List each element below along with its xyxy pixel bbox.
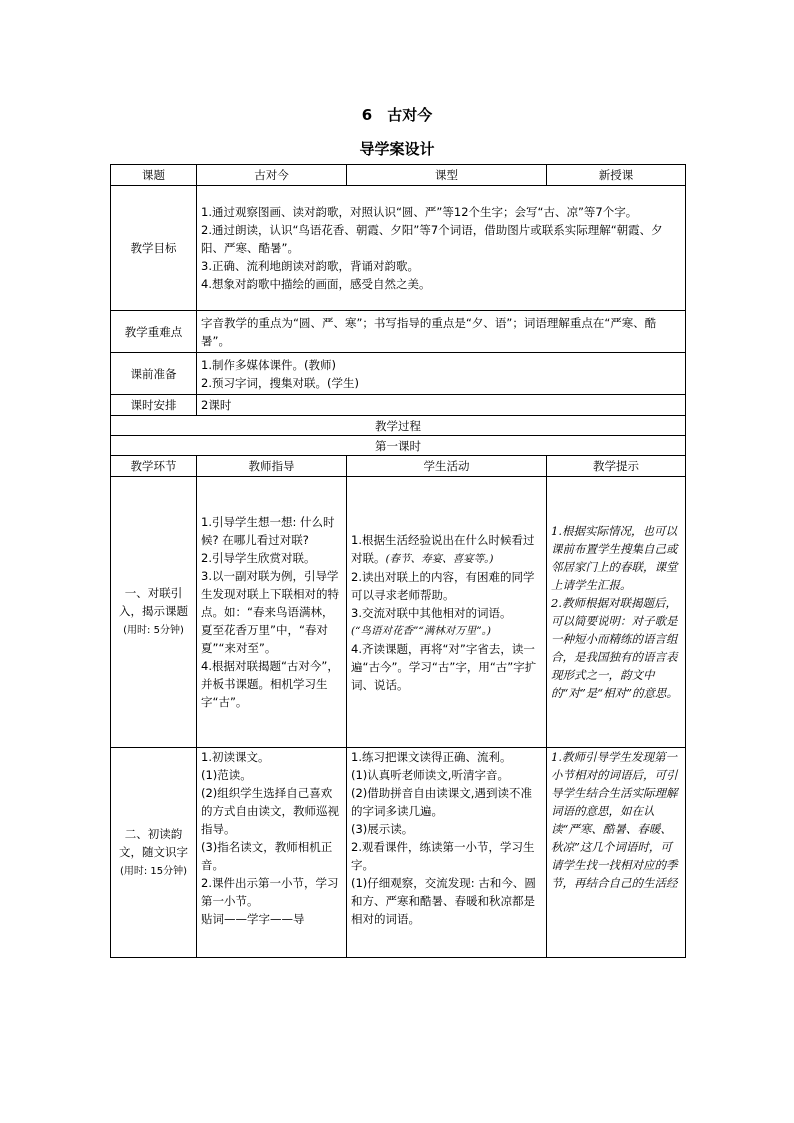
topic-value: 古对今 — [197, 165, 347, 186]
teacher-step: (2)组织学生选择自己喜欢的方式自由读文，教师巡视指导。 — [201, 786, 339, 836]
teacher-step: 2.引导学生欣赏对联。 — [201, 551, 316, 565]
hours-row — [111, 395, 686, 416]
label-key-points: 教学重难点 — [111, 311, 197, 353]
column-header-student: 学生活动 — [347, 456, 547, 477]
goal-item: 3.正确、流利地朗读对韵歌，背诵对韵歌。 — [201, 259, 419, 273]
prep-item: 2.预习字词，搜集对联。(学生) — [201, 375, 359, 390]
lesson-title: 6 古对今 — [361, 106, 433, 124]
process-row — [111, 748, 686, 958]
process-title: 教学过程 — [111, 416, 686, 436]
goal-item: 1.通过观察图画、读对韵歌，对照认识“圆、严”等12个生字；会写“古、凉”等7个字。 — [201, 205, 638, 219]
goals-row — [111, 186, 686, 311]
student-step: 2.读出对联上的内容，有困难的同学可以寻求老师帮助。 — [351, 569, 535, 602]
column-header-teacher: 教师指导 — [197, 456, 347, 477]
student-step: (3)展示读。 — [351, 822, 414, 836]
goal-item: 4.想象对韵歌中描绘的画面，感受自然之美。 — [201, 277, 431, 291]
student-step — [351, 531, 542, 568]
process-header-row — [111, 456, 686, 477]
teacher-step: 2.课件出示第一小节，学习第一小节。 — [201, 876, 339, 908]
preparation-cell — [197, 353, 686, 395]
student-step: (1)仔细观察，交流发现: 古和今、圆和方、严寒和酷暑、春暖和秋凉都是相对的词语。 — [351, 876, 536, 926]
student-step-text: 1.根据生活经验说出在什么时候看过对联。 — [351, 532, 535, 565]
student-step: 1.练习把课文读得正确、流利。 — [351, 750, 512, 764]
goals-cell — [197, 186, 686, 311]
teacher-step: 1.初读课文。 — [201, 750, 270, 764]
tip-item: 1.教师引导学生发现第一小节相对的词语后，可引导学生结合生活实际理解词语的意思，如在认读“严寒、酷暑、春暖、秋凉”这几个词语时，可请学生找一找相对应的季节，再结合自己的生活经 — [551, 750, 678, 890]
teacher-step: 1.引导学生想一想: 什么时候? 在哪儿看过对联? — [201, 515, 335, 547]
student-activity-cell — [347, 748, 547, 958]
teaching-tip-cell — [547, 748, 686, 958]
teacher-step: 3.以一副对联为例，引导学生发现对联上下联相对的特点。如：“春来鸟语满林，夏至花香万里”中，“春对夏”“来对至”。 — [201, 569, 339, 655]
student-step-note: (“鸟语对花香”“满林对万里”。) — [351, 624, 491, 637]
period-row — [111, 436, 686, 456]
teacher-step: (3)指名读文，教师相机正音。 — [201, 840, 333, 872]
key-points-cell: 字音教学的重点为“圆、严、寒”；书写指导的重点是“夕、语”；词语理解重点在“严寒、酷暑”。 — [197, 311, 686, 353]
type-value: 新授课 — [547, 165, 686, 186]
teaching-tip-cell — [547, 477, 686, 748]
topic-row — [111, 165, 686, 186]
stage-name: 二、初读韵文，随文识字 — [119, 826, 188, 859]
teacher-step: 4.根据对联揭题“古对今”，并板书课题。相机学习生字“古”。 — [201, 659, 339, 709]
student-step: (2)借助拼音自由读课文,遇到读不准的字词多读几遍。 — [351, 786, 532, 818]
column-header-tip: 教学提示 — [547, 456, 686, 477]
hours-value: 2课时 — [197, 395, 686, 416]
process-title-row — [111, 416, 686, 436]
stage-time: (用时: 15分钟) — [119, 865, 188, 877]
student-step: (1)认真听老师读文,听清字音。 — [351, 768, 509, 782]
period-title: 第一课时 — [111, 436, 686, 456]
label-hours: 课时安排 — [111, 395, 197, 416]
stage-cell — [111, 477, 197, 748]
goal-item: 2.通过朗读，认识“鸟语花香、朝霞、夕阳”等7个词语，借助图片或联系实际理解“朝霞、夕阳、严寒、酷暑”。 — [201, 223, 663, 255]
stage-cell — [111, 748, 197, 958]
label-preparation: 课前准备 — [111, 353, 197, 395]
worksheet-subtitle: 导学案设计 — [359, 140, 435, 158]
prep-item: 1.制作多媒体课件。(教师) — [201, 357, 336, 372]
teacher-guidance-cell — [197, 477, 347, 748]
label-goals: 教学目标 — [111, 186, 197, 311]
student-activity-cell — [347, 477, 547, 748]
student-step: 2.观看课件，练读第一小节，学习生字。 — [351, 840, 535, 872]
preparation-row — [111, 353, 686, 395]
stage-time: (用时: 5分钟) — [123, 625, 184, 636]
student-step: 4.齐读课题，再将“对”字省去，读一遍“古今”。学习“古”字，用“古”字扩词、说话。 — [351, 641, 537, 692]
tip-item: 2.教师根据对联揭题后，可以简要说明：对子歌是一种短小而精练的语言组合，是我国独有的语言表现形式之一，韵文中的“对”是“相对”的意思。 — [551, 596, 679, 700]
student-step-note: (春节、寿宴、喜宴等。) — [385, 552, 494, 565]
teacher-step: (1)范读。 — [201, 768, 252, 782]
column-header-stage: 教学环节 — [111, 456, 197, 477]
teacher-step: 贴词——学字——导 — [201, 912, 305, 926]
process-row — [111, 477, 686, 748]
key-points-row — [111, 311, 686, 353]
tip-item: 1.根据实际情况，也可以课前布置学生搜集自己或邻居家门上的春联，课堂上请学生汇报。 — [551, 524, 678, 592]
student-step: 3.交流对联中其他相对的词语。 — [351, 605, 512, 620]
label-type: 课型 — [347, 165, 547, 186]
stage-name: 一、对联引入，揭示课题 — [119, 586, 188, 618]
label-topic: 课题 — [111, 165, 197, 186]
lesson-plan-table — [110, 164, 686, 958]
teacher-guidance-cell — [197, 748, 347, 958]
